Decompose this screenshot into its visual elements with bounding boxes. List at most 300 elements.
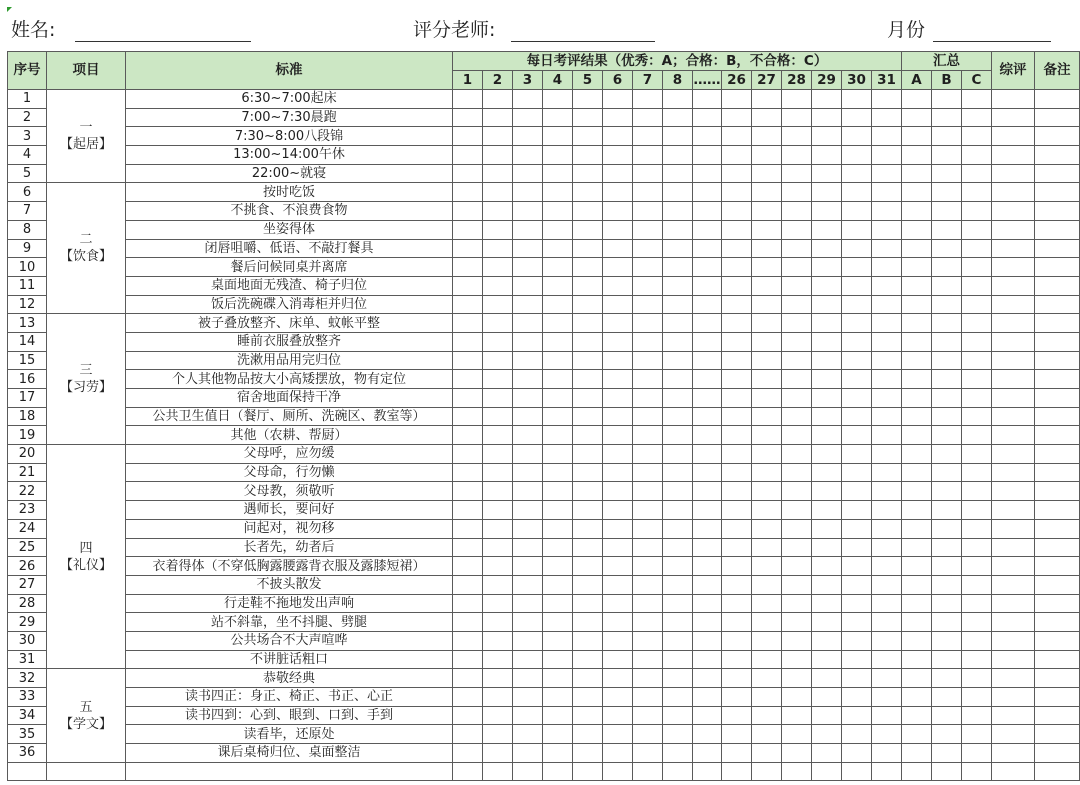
daily-score-cell[interactable]	[543, 220, 573, 239]
summary-cell[interactable]	[902, 351, 932, 370]
daily-score-cell[interactable]	[722, 463, 752, 482]
daily-score-cell[interactable]	[513, 389, 543, 408]
daily-score-cell[interactable]	[663, 669, 693, 688]
daily-score-cell[interactable]	[663, 90, 693, 109]
daily-score-cell[interactable]	[782, 557, 812, 576]
daily-score-cell[interactable]	[782, 276, 812, 295]
daily-score-cell[interactable]	[543, 370, 573, 389]
summary-cell[interactable]	[902, 501, 932, 520]
overall-cell[interactable]	[992, 202, 1035, 221]
daily-score-cell[interactable]	[693, 631, 722, 650]
daily-score-cell[interactable]	[842, 482, 872, 501]
summary-cell[interactable]	[932, 463, 962, 482]
daily-score-cell[interactable]	[543, 332, 573, 351]
daily-score-cell[interactable]	[543, 594, 573, 613]
overall-cell[interactable]	[992, 575, 1035, 594]
month-blank-line[interactable]	[933, 21, 1051, 42]
daily-score-cell[interactable]	[842, 519, 872, 538]
daily-score-cell[interactable]	[752, 258, 782, 277]
daily-score-cell[interactable]	[543, 538, 573, 557]
daily-score-cell[interactable]	[812, 519, 842, 538]
daily-score-cell[interactable]	[693, 332, 722, 351]
summary-cell[interactable]	[962, 631, 992, 650]
daily-score-cell[interactable]	[513, 706, 543, 725]
blank-cell[interactable]	[842, 762, 872, 781]
daily-score-cell[interactable]	[543, 127, 573, 146]
daily-score-cell[interactable]	[513, 108, 543, 127]
daily-score-cell[interactable]	[782, 351, 812, 370]
summary-cell[interactable]	[932, 258, 962, 277]
daily-score-cell[interactable]	[453, 426, 483, 445]
daily-score-cell[interactable]	[573, 351, 603, 370]
summary-cell[interactable]	[962, 314, 992, 333]
summary-cell[interactable]	[962, 613, 992, 632]
daily-score-cell[interactable]	[812, 220, 842, 239]
summary-cell[interactable]	[962, 127, 992, 146]
daily-score-cell[interactable]	[693, 314, 722, 333]
daily-score-cell[interactable]	[782, 501, 812, 520]
overall-cell[interactable]	[992, 258, 1035, 277]
daily-score-cell[interactable]	[842, 575, 872, 594]
daily-score-cell[interactable]	[782, 575, 812, 594]
daily-score-cell[interactable]	[633, 482, 663, 501]
daily-score-cell[interactable]	[842, 258, 872, 277]
daily-score-cell[interactable]	[693, 202, 722, 221]
daily-score-cell[interactable]	[483, 164, 513, 183]
overall-cell[interactable]	[992, 389, 1035, 408]
blank-cell[interactable]	[722, 762, 752, 781]
daily-score-cell[interactable]	[722, 538, 752, 557]
summary-cell[interactable]	[902, 706, 932, 725]
daily-score-cell[interactable]	[842, 688, 872, 707]
daily-score-cell[interactable]	[573, 557, 603, 576]
daily-score-cell[interactable]	[543, 258, 573, 277]
summary-cell[interactable]	[962, 332, 992, 351]
daily-score-cell[interactable]	[872, 220, 902, 239]
daily-score-cell[interactable]	[543, 706, 573, 725]
daily-score-cell[interactable]	[782, 127, 812, 146]
remark-cell[interactable]	[1035, 389, 1080, 408]
daily-score-cell[interactable]	[483, 482, 513, 501]
daily-score-cell[interactable]	[752, 370, 782, 389]
daily-score-cell[interactable]	[633, 688, 663, 707]
daily-score-cell[interactable]	[573, 108, 603, 127]
summary-cell[interactable]	[902, 688, 932, 707]
summary-cell[interactable]	[902, 332, 932, 351]
daily-score-cell[interactable]	[483, 557, 513, 576]
daily-score-cell[interactable]	[633, 276, 663, 295]
summary-cell[interactable]	[932, 295, 962, 314]
daily-score-cell[interactable]	[663, 688, 693, 707]
daily-score-cell[interactable]	[633, 183, 663, 202]
daily-score-cell[interactable]	[453, 127, 483, 146]
summary-cell[interactable]	[962, 183, 992, 202]
daily-score-cell[interactable]	[842, 389, 872, 408]
daily-score-cell[interactable]	[663, 594, 693, 613]
summary-cell[interactable]	[962, 538, 992, 557]
daily-score-cell[interactable]	[663, 501, 693, 520]
overall-cell[interactable]	[992, 276, 1035, 295]
remark-cell[interactable]	[1035, 557, 1080, 576]
daily-score-cell[interactable]	[782, 538, 812, 557]
daily-score-cell[interactable]	[693, 164, 722, 183]
daily-score-cell[interactable]	[693, 669, 722, 688]
daily-score-cell[interactable]	[573, 501, 603, 520]
daily-score-cell[interactable]	[483, 744, 513, 763]
daily-score-cell[interactable]	[633, 725, 663, 744]
daily-score-cell[interactable]	[722, 594, 752, 613]
daily-score-cell[interactable]	[603, 202, 633, 221]
daily-score-cell[interactable]	[513, 127, 543, 146]
daily-score-cell[interactable]	[842, 183, 872, 202]
summary-cell[interactable]	[902, 127, 932, 146]
summary-cell[interactable]	[932, 314, 962, 333]
daily-score-cell[interactable]	[812, 650, 842, 669]
daily-score-cell[interactable]	[483, 332, 513, 351]
summary-cell[interactable]	[962, 426, 992, 445]
summary-cell[interactable]	[902, 725, 932, 744]
summary-cell[interactable]	[932, 575, 962, 594]
teacher-blank-line[interactable]	[511, 21, 655, 42]
daily-score-cell[interactable]	[782, 594, 812, 613]
daily-score-cell[interactable]	[453, 276, 483, 295]
daily-score-cell[interactable]	[603, 426, 633, 445]
daily-score-cell[interactable]	[663, 613, 693, 632]
blank-cell[interactable]	[663, 762, 693, 781]
daily-score-cell[interactable]	[543, 239, 573, 258]
daily-score-cell[interactable]	[872, 725, 902, 744]
remark-cell[interactable]	[1035, 127, 1080, 146]
summary-cell[interactable]	[932, 127, 962, 146]
daily-score-cell[interactable]	[513, 445, 543, 464]
daily-score-cell[interactable]	[812, 744, 842, 763]
summary-cell[interactable]	[902, 183, 932, 202]
daily-score-cell[interactable]	[513, 314, 543, 333]
daily-score-cell[interactable]	[603, 370, 633, 389]
daily-score-cell[interactable]	[782, 426, 812, 445]
summary-cell[interactable]	[902, 650, 932, 669]
summary-cell[interactable]	[902, 314, 932, 333]
daily-score-cell[interactable]	[513, 239, 543, 258]
summary-cell[interactable]	[932, 90, 962, 109]
daily-score-cell[interactable]	[453, 407, 483, 426]
daily-score-cell[interactable]	[633, 407, 663, 426]
daily-score-cell[interactable]	[663, 295, 693, 314]
daily-score-cell[interactable]	[453, 146, 483, 165]
daily-score-cell[interactable]	[693, 295, 722, 314]
remark-cell[interactable]	[1035, 594, 1080, 613]
daily-score-cell[interactable]	[603, 258, 633, 277]
daily-score-cell[interactable]	[842, 370, 872, 389]
remark-cell[interactable]	[1035, 370, 1080, 389]
overall-cell[interactable]	[992, 370, 1035, 389]
daily-score-cell[interactable]	[483, 108, 513, 127]
daily-score-cell[interactable]	[483, 407, 513, 426]
daily-score-cell[interactable]	[722, 258, 752, 277]
daily-score-cell[interactable]	[872, 688, 902, 707]
daily-score-cell[interactable]	[693, 650, 722, 669]
daily-score-cell[interactable]	[752, 407, 782, 426]
daily-score-cell[interactable]	[573, 744, 603, 763]
daily-score-cell[interactable]	[573, 239, 603, 258]
overall-cell[interactable]	[992, 557, 1035, 576]
summary-cell[interactable]	[962, 706, 992, 725]
daily-score-cell[interactable]	[453, 332, 483, 351]
daily-score-cell[interactable]	[603, 519, 633, 538]
summary-cell[interactable]	[962, 370, 992, 389]
daily-score-cell[interactable]	[573, 220, 603, 239]
blank-cell[interactable]	[962, 762, 992, 781]
overall-cell[interactable]	[992, 407, 1035, 426]
daily-score-cell[interactable]	[812, 407, 842, 426]
daily-score-cell[interactable]	[752, 426, 782, 445]
daily-score-cell[interactable]	[722, 332, 752, 351]
daily-score-cell[interactable]	[453, 744, 483, 763]
name-field[interactable]	[11, 18, 251, 42]
overall-cell[interactable]	[992, 594, 1035, 613]
daily-score-cell[interactable]	[872, 538, 902, 557]
daily-score-cell[interactable]	[453, 538, 483, 557]
daily-score-cell[interactable]	[483, 688, 513, 707]
daily-score-cell[interactable]	[573, 146, 603, 165]
daily-score-cell[interactable]	[693, 276, 722, 295]
daily-score-cell[interactable]	[782, 239, 812, 258]
daily-score-cell[interactable]	[513, 575, 543, 594]
summary-cell[interactable]	[932, 557, 962, 576]
summary-cell[interactable]	[932, 370, 962, 389]
daily-score-cell[interactable]	[573, 426, 603, 445]
daily-score-cell[interactable]	[453, 239, 483, 258]
daily-score-cell[interactable]	[573, 594, 603, 613]
daily-score-cell[interactable]	[663, 108, 693, 127]
daily-score-cell[interactable]	[872, 519, 902, 538]
name-blank-line[interactable]	[75, 21, 251, 42]
summary-cell[interactable]	[932, 183, 962, 202]
daily-score-cell[interactable]	[842, 90, 872, 109]
daily-score-cell[interactable]	[603, 127, 633, 146]
summary-cell[interactable]	[962, 557, 992, 576]
daily-score-cell[interactable]	[513, 613, 543, 632]
overall-cell[interactable]	[992, 108, 1035, 127]
remark-cell[interactable]	[1035, 295, 1080, 314]
daily-score-cell[interactable]	[842, 725, 872, 744]
blank-cell[interactable]	[782, 762, 812, 781]
overall-cell[interactable]	[992, 725, 1035, 744]
daily-score-cell[interactable]	[842, 351, 872, 370]
daily-score-cell[interactable]	[543, 631, 573, 650]
daily-score-cell[interactable]	[483, 351, 513, 370]
daily-score-cell[interactable]	[842, 501, 872, 520]
remark-cell[interactable]	[1035, 146, 1080, 165]
daily-score-cell[interactable]	[812, 501, 842, 520]
daily-score-cell[interactable]	[752, 202, 782, 221]
daily-score-cell[interactable]	[693, 90, 722, 109]
daily-score-cell[interactable]	[453, 725, 483, 744]
summary-cell[interactable]	[962, 108, 992, 127]
summary-cell[interactable]	[962, 146, 992, 165]
summary-cell[interactable]	[902, 426, 932, 445]
daily-score-cell[interactable]	[872, 276, 902, 295]
daily-score-cell[interactable]	[603, 314, 633, 333]
summary-cell[interactable]	[932, 220, 962, 239]
daily-score-cell[interactable]	[842, 669, 872, 688]
summary-cell[interactable]	[932, 239, 962, 258]
daily-score-cell[interactable]	[722, 314, 752, 333]
overall-cell[interactable]	[992, 295, 1035, 314]
daily-score-cell[interactable]	[453, 183, 483, 202]
daily-score-cell[interactable]	[603, 90, 633, 109]
daily-score-cell[interactable]	[872, 295, 902, 314]
remark-cell[interactable]	[1035, 575, 1080, 594]
daily-score-cell[interactable]	[663, 631, 693, 650]
daily-score-cell[interactable]	[782, 650, 812, 669]
daily-score-cell[interactable]	[812, 575, 842, 594]
daily-score-cell[interactable]	[752, 557, 782, 576]
daily-score-cell[interactable]	[633, 127, 663, 146]
daily-score-cell[interactable]	[663, 426, 693, 445]
daily-score-cell[interactable]	[752, 164, 782, 183]
remark-cell[interactable]	[1035, 631, 1080, 650]
daily-score-cell[interactable]	[483, 146, 513, 165]
daily-score-cell[interactable]	[633, 501, 663, 520]
daily-score-cell[interactable]	[782, 613, 812, 632]
daily-score-cell[interactable]	[663, 744, 693, 763]
summary-cell[interactable]	[902, 407, 932, 426]
summary-cell[interactable]	[962, 258, 992, 277]
daily-score-cell[interactable]	[812, 426, 842, 445]
daily-score-cell[interactable]	[663, 650, 693, 669]
daily-score-cell[interactable]	[483, 258, 513, 277]
daily-score-cell[interactable]	[633, 463, 663, 482]
daily-score-cell[interactable]	[603, 463, 633, 482]
daily-score-cell[interactable]	[842, 314, 872, 333]
daily-score-cell[interactable]	[693, 220, 722, 239]
daily-score-cell[interactable]	[483, 575, 513, 594]
daily-score-cell[interactable]	[663, 538, 693, 557]
daily-score-cell[interactable]	[752, 631, 782, 650]
summary-cell[interactable]	[932, 351, 962, 370]
daily-score-cell[interactable]	[453, 164, 483, 183]
daily-score-cell[interactable]	[812, 389, 842, 408]
remark-cell[interactable]	[1035, 519, 1080, 538]
daily-score-cell[interactable]	[483, 389, 513, 408]
summary-cell[interactable]	[962, 501, 992, 520]
daily-score-cell[interactable]	[483, 445, 513, 464]
summary-cell[interactable]	[902, 557, 932, 576]
daily-score-cell[interactable]	[663, 202, 693, 221]
daily-score-cell[interactable]	[782, 688, 812, 707]
summary-cell[interactable]	[932, 389, 962, 408]
summary-cell[interactable]	[962, 276, 992, 295]
daily-score-cell[interactable]	[812, 706, 842, 725]
daily-score-cell[interactable]	[513, 426, 543, 445]
daily-score-cell[interactable]	[782, 90, 812, 109]
daily-score-cell[interactable]	[693, 389, 722, 408]
daily-score-cell[interactable]	[603, 389, 633, 408]
summary-cell[interactable]	[932, 202, 962, 221]
daily-score-cell[interactable]	[663, 463, 693, 482]
daily-score-cell[interactable]	[693, 146, 722, 165]
daily-score-cell[interactable]	[573, 164, 603, 183]
overall-cell[interactable]	[992, 744, 1035, 763]
summary-cell[interactable]	[962, 202, 992, 221]
daily-score-cell[interactable]	[722, 482, 752, 501]
daily-score-cell[interactable]	[722, 426, 752, 445]
daily-score-cell[interactable]	[543, 613, 573, 632]
daily-score-cell[interactable]	[693, 183, 722, 202]
summary-cell[interactable]	[962, 650, 992, 669]
blank-cell[interactable]	[8, 762, 47, 781]
daily-score-cell[interactable]	[752, 706, 782, 725]
daily-score-cell[interactable]	[782, 146, 812, 165]
blank-cell[interactable]	[932, 762, 962, 781]
daily-score-cell[interactable]	[453, 202, 483, 221]
daily-score-cell[interactable]	[812, 482, 842, 501]
summary-cell[interactable]	[932, 482, 962, 501]
daily-score-cell[interactable]	[812, 370, 842, 389]
daily-score-cell[interactable]	[633, 108, 663, 127]
daily-score-cell[interactable]	[693, 575, 722, 594]
daily-score-cell[interactable]	[483, 314, 513, 333]
remark-cell[interactable]	[1035, 90, 1080, 109]
daily-score-cell[interactable]	[513, 183, 543, 202]
daily-score-cell[interactable]	[663, 127, 693, 146]
daily-score-cell[interactable]	[872, 445, 902, 464]
daily-score-cell[interactable]	[453, 389, 483, 408]
overall-cell[interactable]	[992, 482, 1035, 501]
remark-cell[interactable]	[1035, 706, 1080, 725]
daily-score-cell[interactable]	[693, 370, 722, 389]
daily-score-cell[interactable]	[543, 183, 573, 202]
daily-score-cell[interactable]	[722, 575, 752, 594]
daily-score-cell[interactable]	[573, 389, 603, 408]
daily-score-cell[interactable]	[872, 127, 902, 146]
summary-cell[interactable]	[962, 351, 992, 370]
summary-cell[interactable]	[932, 613, 962, 632]
daily-score-cell[interactable]	[513, 90, 543, 109]
daily-score-cell[interactable]	[693, 407, 722, 426]
daily-score-cell[interactable]	[603, 183, 633, 202]
daily-score-cell[interactable]	[722, 239, 752, 258]
summary-cell[interactable]	[932, 744, 962, 763]
daily-score-cell[interactable]	[752, 239, 782, 258]
daily-score-cell[interactable]	[603, 239, 633, 258]
overall-cell[interactable]	[992, 538, 1035, 557]
summary-cell[interactable]	[932, 650, 962, 669]
daily-score-cell[interactable]	[752, 519, 782, 538]
daily-score-cell[interactable]	[603, 501, 633, 520]
daily-score-cell[interactable]	[752, 613, 782, 632]
daily-score-cell[interactable]	[872, 258, 902, 277]
summary-cell[interactable]	[932, 146, 962, 165]
daily-score-cell[interactable]	[693, 538, 722, 557]
daily-score-cell[interactable]	[782, 482, 812, 501]
daily-score-cell[interactable]	[693, 351, 722, 370]
daily-score-cell[interactable]	[722, 725, 752, 744]
daily-score-cell[interactable]	[693, 706, 722, 725]
summary-cell[interactable]	[902, 146, 932, 165]
daily-score-cell[interactable]	[573, 725, 603, 744]
summary-cell[interactable]	[902, 164, 932, 183]
daily-score-cell[interactable]	[842, 557, 872, 576]
daily-score-cell[interactable]	[872, 463, 902, 482]
daily-score-cell[interactable]	[483, 631, 513, 650]
daily-score-cell[interactable]	[633, 258, 663, 277]
daily-score-cell[interactable]	[693, 688, 722, 707]
overall-cell[interactable]	[992, 613, 1035, 632]
daily-score-cell[interactable]	[842, 332, 872, 351]
daily-score-cell[interactable]	[453, 631, 483, 650]
